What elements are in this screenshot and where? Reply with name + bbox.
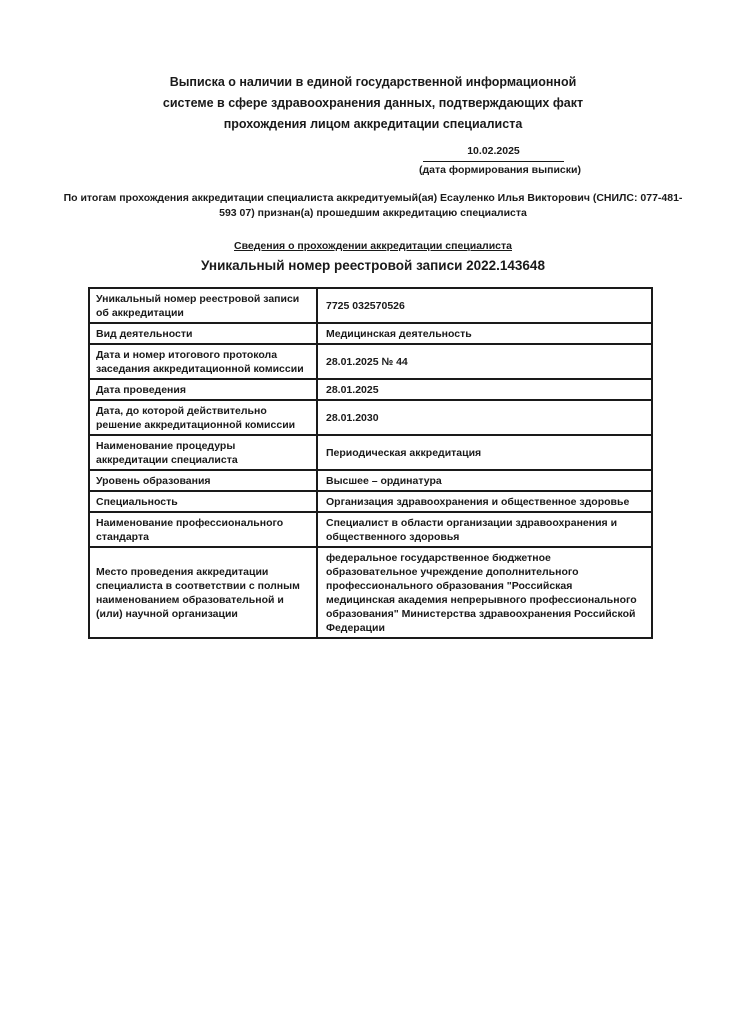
table-row [89, 344, 652, 379]
issue-date: 10.02.2025 [423, 145, 564, 162]
row-label-cell: Специальность [89, 491, 317, 512]
row-value-cell: Специалист в области организации здравоохранения и общественного здоровья [317, 512, 652, 547]
intro-paragraph [58, 191, 688, 221]
row-value-cell: Высшее – ординатура [317, 470, 652, 491]
document-title-line: прохождения лицом аккредитации специалиста [223, 117, 523, 131]
row-label-cell: Вид деятельности [89, 323, 317, 344]
intro-paragraph-line: По итогам прохождения аккредитации специалиста аккредитуемый(ая) Есауленко Илья Викторович (СНИЛС: 077-481- [63, 192, 683, 204]
row-label-cell: Уровень образования [89, 470, 317, 491]
table-row [89, 323, 652, 344]
row-value-cell: Медицинская деятельность [317, 323, 652, 344]
document-title-line: Выписка о наличии в единой государственной информационной [169, 75, 577, 89]
section-heading: Сведения о прохождении аккредитации специалиста [234, 240, 512, 252]
table-row [89, 288, 652, 323]
row-value-cell: Организация здравоохранения и общественное здоровье [317, 491, 652, 512]
row-label-cell: Дата проведения [89, 379, 317, 400]
registry-number-heading: Уникальный номер реестровой записи 2022.143648 [201, 258, 545, 273]
row-label-cell: Дата, до которой действительно решение аккредитационной комиссии [89, 400, 317, 435]
row-value-cell: 28.01.2030 [317, 400, 652, 435]
row-value-cell: 28.01.2025 № 44 [317, 344, 652, 379]
row-value-cell: Периодическая аккредитация [317, 435, 652, 470]
row-label-cell: Дата и номер итогового протокола заседания аккредитационной комиссии [89, 344, 317, 379]
table-row [89, 491, 652, 512]
intro-paragraph-line: 593 07) признан(а) прошедшим аккредитацию специалиста [219, 207, 527, 219]
document-title-line: системе в сфере здравоохранения данных, подтверждающих факт [162, 96, 584, 110]
issue-date-caption: (дата формирования выписки) [419, 164, 581, 176]
row-label-cell: Уникальный номер реестровой записи об аккредитации [89, 288, 317, 323]
row-value-cell: 28.01.2025 [317, 379, 652, 400]
details-table-body [89, 288, 652, 638]
row-label-cell: Место проведения аккредитации специалиста в соответствии с полным наименованием образовательной и (или) научной организации [89, 547, 317, 638]
table-row [89, 512, 652, 547]
table-row [89, 379, 652, 400]
document-title [0, 72, 746, 135]
row-value-cell: 7725 032570526 [317, 288, 652, 323]
row-label-cell: Наименование процедуры аккредитации специалиста [89, 435, 317, 470]
table-row [89, 547, 652, 638]
row-value-cell: федеральное государственное бюджетное образовательное учреждение дополнительного профессионального образования "Российская медицинская академия непрерывного профессионального образования" Министерства здравоохранения Российской Федерации [317, 547, 652, 638]
table-row [89, 435, 652, 470]
table-row [89, 470, 652, 491]
details-table [88, 287, 653, 639]
issue-date-block [419, 145, 581, 177]
table-row [89, 400, 652, 435]
row-label-cell: Наименование профессионального стандарта [89, 512, 317, 547]
